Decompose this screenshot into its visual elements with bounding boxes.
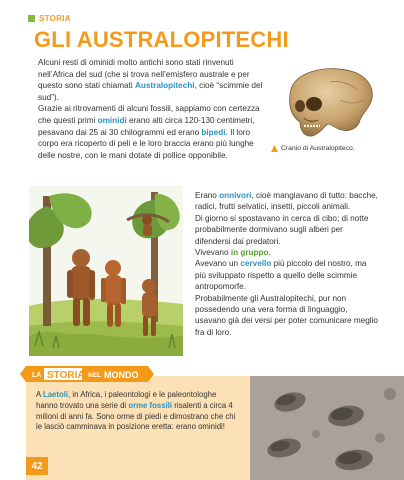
highlight-bipedi: bipedi <box>201 127 226 137</box>
hominids-illustration <box>29 186 183 356</box>
intro-paragraph-2: Grazie ai ritrovamenti di alcuni fossili, sappiamo con certezza che questi primi ominidi erano alti circa 120-130 centimetri, pesavano dai 25 ai 30 chilogrammi ed erano bipedi. Il loro corpo era ricoperto di peli e le loro braccia erano più lunghe delle nostre, con le mani dotate di pollice opponibile. <box>38 104 260 160</box>
right-paragraph-group: Vivevano in gruppo. <box>195 248 271 258</box>
section-tag <box>28 14 71 23</box>
right-column-text <box>195 190 379 338</box>
info-box-paragraph: A Laetoli, in Africa, i paleontologi e le paleontologhe hanno trovato una serie di orme fossili risalenti a circa 4 milioni di anni fa. Sono orme di piedi e dimostrano che chi le lasciò camminava in posizione eretta: erano ominidi! <box>36 390 236 432</box>
highlight-ominidi: ominidi <box>97 115 127 125</box>
skull-caption <box>271 145 355 152</box>
info-box-text <box>36 390 236 433</box>
highlight-orme-fossili: orme fossili <box>128 400 173 410</box>
right-paragraph-diet: Erano onnivori, cioè mangiavano di tutto: bacche, radici, frutti selvatici, insetti, piccoli animali. <box>195 191 378 212</box>
section-square-icon <box>28 15 35 22</box>
highlight-laetoli: Laetoli <box>42 390 69 399</box>
page-number: 42 <box>26 457 48 475</box>
skull-image <box>270 60 380 140</box>
banner-mondo: MONDO <box>104 370 139 380</box>
banner-storia: STORIA <box>47 370 85 381</box>
right-paragraph-language: Probabilmente gli Australopitechi, pur non possedendo una vera forma di linguaggio, usavano già dei versi per poter comunicare meglio fra di loro. <box>195 293 378 337</box>
banner-nel: NEL <box>88 372 101 379</box>
highlight-cervello: cervello <box>240 259 272 269</box>
intro-paragraph-1: Alcuni resti di ominidi molto antichi sono stati rinvenuti nell’Africa del sud (che si trova nell’emisfero australe e per questo sono stati chiamati Australopitechi, cioè “scimmie del sud”). <box>38 58 263 102</box>
page-title: GLI AUSTRALOPITECHI <box>34 27 289 52</box>
footprints-image <box>250 376 404 480</box>
skull-caption-text: Cranio di Australopiteco. <box>281 145 355 152</box>
footprints-photo <box>250 376 404 480</box>
banner-graphic <box>18 364 156 384</box>
highlight-in-gruppo: in gruppo <box>230 248 269 258</box>
skull-illustration <box>270 60 380 140</box>
caption-marker-icon <box>271 145 278 152</box>
info-box-banner <box>18 364 156 384</box>
highlight-australopitechi: Australopitechi <box>134 81 195 91</box>
hominids-scene <box>29 186 183 356</box>
right-paragraph-habits: Di giorno si spostavano in cerca di cibo; di notte probabilmente dormivano sugli alberi per difendersi dai predatori. <box>195 213 369 246</box>
section-label: STORIA <box>39 14 71 23</box>
highlight-onnivori: onnivori <box>219 191 252 200</box>
banner-la: LA <box>32 372 42 379</box>
intro-text <box>38 57 264 161</box>
right-paragraph-brain: Avevano un cervello più piccolo del nostro, ma più sviluppato rispetto a quello delle scimmie antropomorfe. <box>195 259 367 292</box>
